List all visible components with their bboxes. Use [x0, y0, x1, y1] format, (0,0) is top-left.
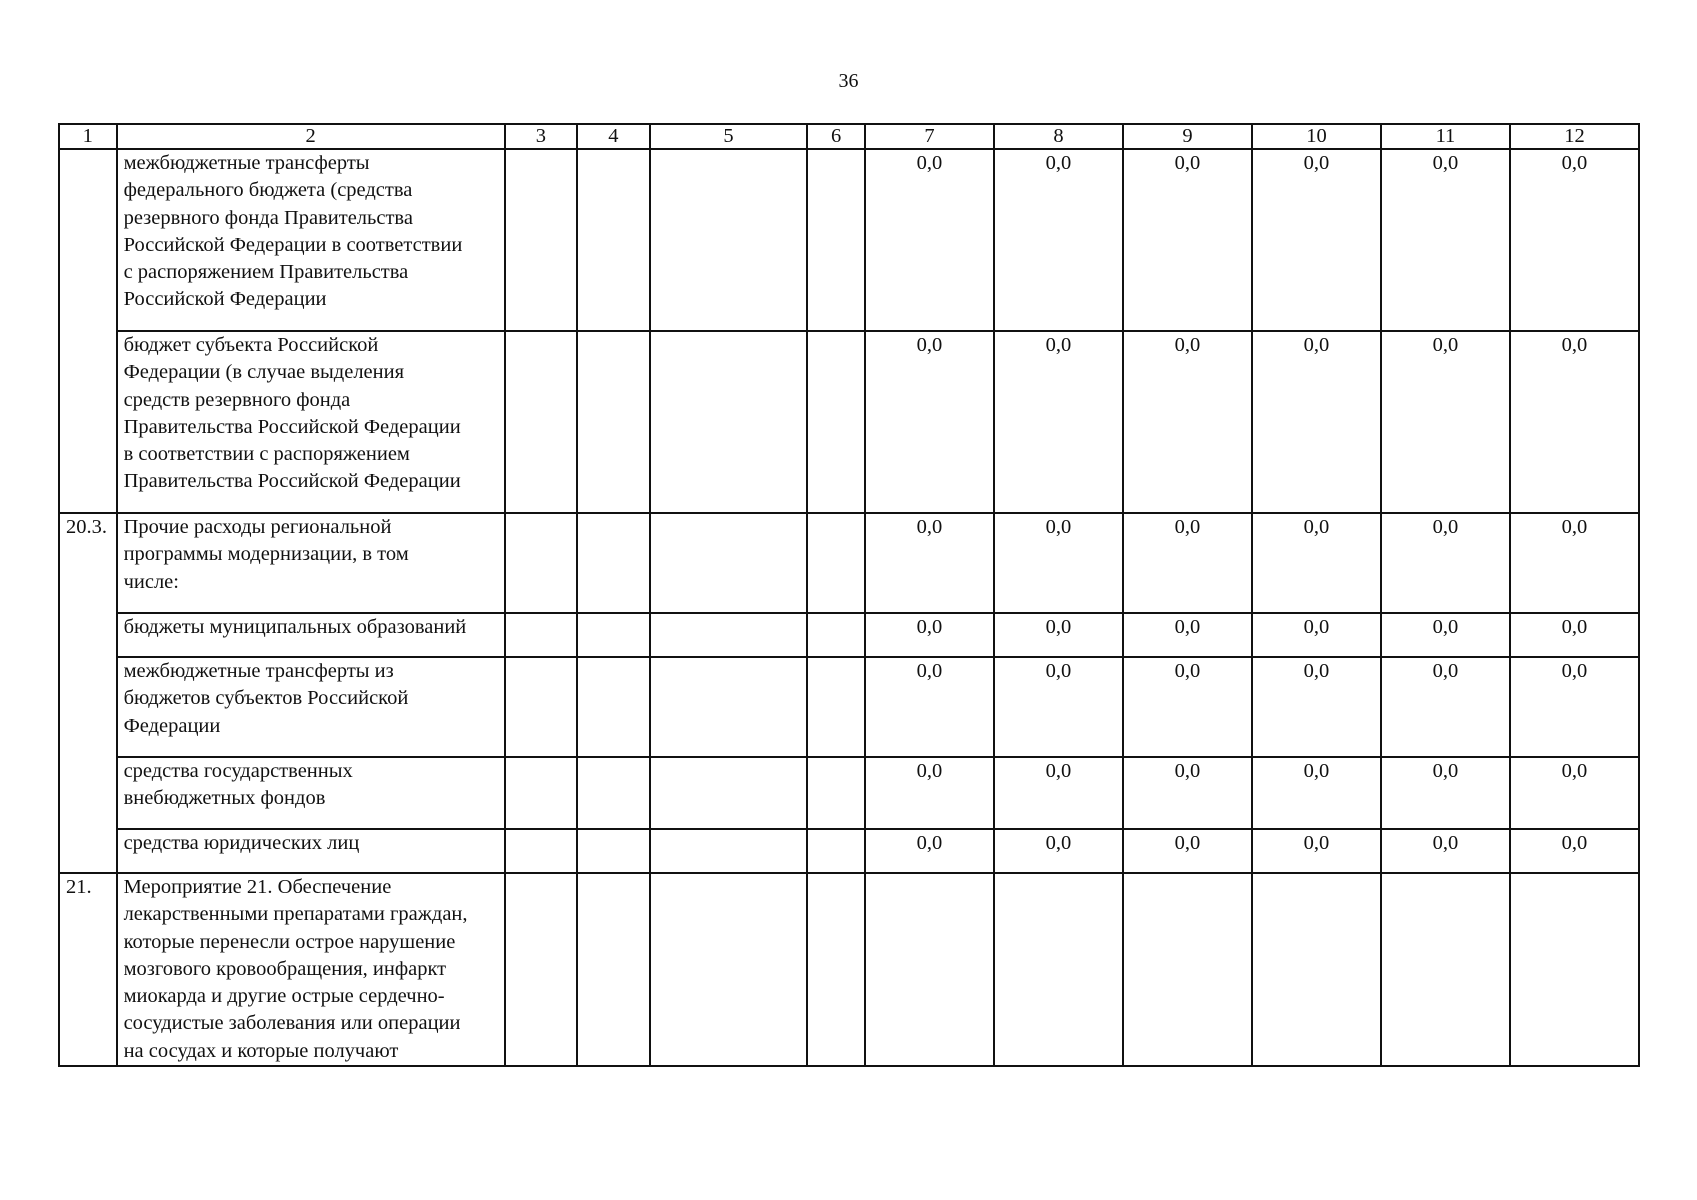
row-description: бюджет субъекта Российской Федерации (в случае выделения средств резервного фонда Правительства Российской Федерации в соответствии с распоряжением Правительства Российской Федерации — [117, 331, 505, 513]
row-index-cell: 21. — [59, 873, 117, 1066]
value-cell — [1510, 873, 1639, 1066]
empty-cell — [650, 513, 808, 613]
column-header: 8 — [994, 124, 1123, 149]
row-description: межбюджетные трансферты из бюджетов субъектов Российской Федерации — [117, 657, 505, 757]
value-cell: 0,0 — [1510, 331, 1639, 513]
value-cell: 0,0 — [1381, 657, 1510, 757]
value-cell: 0,0 — [1123, 513, 1252, 613]
value-cell: 0,0 — [1123, 829, 1252, 873]
value-cell: 0,0 — [994, 513, 1123, 613]
table-row — [59, 149, 1639, 331]
empty-cell — [650, 829, 808, 873]
value-cell: 0,0 — [1123, 613, 1252, 657]
empty-cell — [807, 657, 865, 757]
row-description: Прочие расходы региональной программы модернизации, в том числе: — [117, 513, 505, 613]
empty-cell — [505, 513, 577, 613]
value-cell: 0,0 — [865, 513, 994, 613]
value-cell: 0,0 — [994, 149, 1123, 331]
value-cell: 0,0 — [1123, 331, 1252, 513]
value-cell: 0,0 — [1252, 757, 1381, 829]
row-index-cell: 20.3. — [59, 513, 117, 873]
value-cell: 0,0 — [994, 757, 1123, 829]
empty-cell — [505, 331, 577, 513]
value-cell: 0,0 — [1381, 513, 1510, 613]
value-cell: 0,0 — [1252, 829, 1381, 873]
empty-cell — [577, 757, 649, 829]
empty-cell — [577, 829, 649, 873]
value-cell: 0,0 — [1510, 829, 1639, 873]
empty-cell — [807, 513, 865, 613]
empty-cell — [807, 149, 865, 331]
column-header: 11 — [1381, 124, 1510, 149]
page-number: 36 — [838, 70, 859, 92]
column-header: 4 — [577, 124, 649, 149]
column-header: 9 — [1123, 124, 1252, 149]
empty-cell — [505, 757, 577, 829]
empty-cell — [577, 331, 649, 513]
row-description: Мероприятие 21. Обеспечение лекарственными препаратами граждан, которые перенесли острое нарушение мозгового кровообращения, инфаркт миокарда и другие острые сердечно- сосудистые заболевания или операции на сосудах и которые получают — [117, 873, 505, 1066]
value-cell: 0,0 — [865, 149, 994, 331]
value-cell: 0,0 — [1381, 613, 1510, 657]
value-cell: 0,0 — [1252, 149, 1381, 331]
table-row — [59, 873, 1639, 1066]
table-row — [59, 657, 1639, 757]
row-description: средства государственных внебюджетных фондов — [117, 757, 505, 829]
column-header: 10 — [1252, 124, 1381, 149]
value-cell: 0,0 — [1510, 757, 1639, 829]
column-header: 5 — [650, 124, 808, 149]
empty-cell — [505, 873, 577, 1066]
empty-cell — [807, 757, 865, 829]
empty-cell — [807, 873, 865, 1066]
column-header: 3 — [505, 124, 577, 149]
column-header: 7 — [865, 124, 994, 149]
value-cell — [865, 873, 994, 1066]
value-cell: 0,0 — [1381, 331, 1510, 513]
value-cell: 0,0 — [865, 757, 994, 829]
value-cell: 0,0 — [1381, 757, 1510, 829]
empty-cell — [650, 657, 808, 757]
value-cell: 0,0 — [865, 613, 994, 657]
table-row — [59, 331, 1639, 513]
value-cell: 0,0 — [994, 657, 1123, 757]
value-cell — [1123, 873, 1252, 1066]
value-cell: 0,0 — [865, 331, 994, 513]
empty-cell — [650, 149, 808, 331]
value-cell: 0,0 — [865, 829, 994, 873]
column-header: 12 — [1510, 124, 1639, 149]
budget-table — [58, 123, 1640, 1067]
empty-cell — [577, 149, 649, 331]
row-description: средства юридических лиц — [117, 829, 505, 873]
value-cell: 0,0 — [1252, 331, 1381, 513]
value-cell: 0,0 — [1510, 613, 1639, 657]
table-row — [59, 757, 1639, 829]
value-cell: 0,0 — [865, 657, 994, 757]
column-header: 6 — [807, 124, 865, 149]
value-cell — [994, 873, 1123, 1066]
empty-cell — [807, 331, 865, 513]
column-header: 1 — [59, 124, 117, 149]
empty-cell — [577, 613, 649, 657]
empty-cell — [650, 757, 808, 829]
empty-cell — [505, 829, 577, 873]
empty-cell — [807, 613, 865, 657]
empty-cell — [650, 873, 808, 1066]
value-cell — [1252, 873, 1381, 1066]
empty-cell — [807, 829, 865, 873]
value-cell: 0,0 — [1381, 149, 1510, 331]
table-row — [59, 513, 1639, 613]
value-cell: 0,0 — [1510, 149, 1639, 331]
row-index-cell — [59, 149, 117, 513]
empty-cell — [650, 613, 808, 657]
value-cell — [1381, 873, 1510, 1066]
empty-cell — [650, 331, 808, 513]
value-cell: 0,0 — [994, 331, 1123, 513]
row-description: бюджеты муниципальных образований — [117, 613, 505, 657]
value-cell: 0,0 — [1123, 149, 1252, 331]
value-cell: 0,0 — [994, 829, 1123, 873]
row-description: межбюджетные трансферты федерального бюджета (средства резервного фонда Правительства Российской Федерации в соответствии с распоряжением Правительства Российской Федерации — [117, 149, 505, 331]
empty-cell — [505, 149, 577, 331]
empty-cell — [505, 613, 577, 657]
value-cell: 0,0 — [1252, 513, 1381, 613]
empty-cell — [577, 513, 649, 613]
value-cell: 0,0 — [1123, 657, 1252, 757]
value-cell: 0,0 — [994, 613, 1123, 657]
value-cell: 0,0 — [1123, 757, 1252, 829]
table-row — [59, 613, 1639, 657]
empty-cell — [577, 657, 649, 757]
column-number-row — [59, 124, 1639, 149]
empty-cell — [505, 657, 577, 757]
value-cell: 0,0 — [1252, 613, 1381, 657]
value-cell: 0,0 — [1252, 657, 1381, 757]
value-cell: 0,0 — [1381, 829, 1510, 873]
value-cell: 0,0 — [1510, 513, 1639, 613]
table-row — [59, 829, 1639, 873]
column-header: 2 — [117, 124, 505, 149]
empty-cell — [577, 873, 649, 1066]
value-cell: 0,0 — [1510, 657, 1639, 757]
